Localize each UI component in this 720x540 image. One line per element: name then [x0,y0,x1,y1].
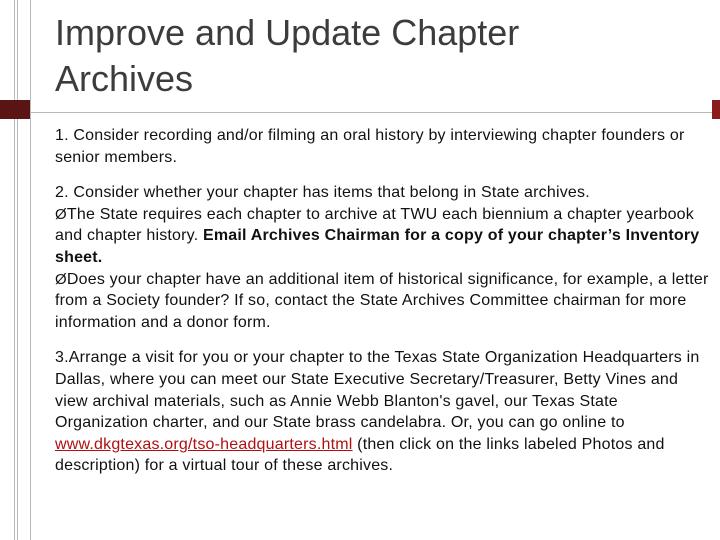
decor-vertical-line-3 [30,0,31,540]
accent-bar-left [0,100,30,119]
decor-horizontal-line [14,112,720,113]
decor-vertical-line-1 [14,0,15,540]
bullet-1-bold-text: Email Archives Chairman for a copy of your chapter’s Inventory sheet. [55,227,700,266]
slide-title-line2: Archives [55,58,194,99]
slide-title-line1: Improve and Update Chapter [55,12,520,53]
slide-title [55,10,695,102]
bullet-2 [55,269,715,334]
decor-vertical-line-2 [17,0,18,540]
item-3-text: 3.Arrange a visit for you or your chapter to the Texas State Organization Headquarters in Dallas, where you can meet our State Executive Secretary/Treasurer, Betty Vines and view archival materials, such as Annie Webb Blanton's gavel, our Texas State Organization charter, and our State brass candelabra. Or, you can go online to [55,349,700,432]
arrow-bullet-icon: Ø [55,270,67,288]
arrow-bullet-icon: Ø [55,205,67,223]
accent-bar-right [712,100,720,119]
item-3-text-end: (then click on the links labeled Photos and description) for a virtual tour of these archives. [55,435,665,475]
item-3 [55,347,715,477]
item-1: 1. Consider recording and/or filming an oral history by interviewing chapter founders or senior members. [55,127,685,166]
bullet-1-text: The State requires each chapter to archive at TWU each biennium a chapter yearbook and chapter history. [55,205,694,245]
slide-body [55,125,715,477]
bullet-1 [55,204,715,269]
bullet-2-text: Does your chapter have an additional item of historical significance, for example, a letter from a Society founder? If so, contact the State Archives Committee chairman for more information and a donor form. [55,270,709,331]
item-2: 2. Consider whether your chapter has items that belong in State archives. [55,184,590,202]
headquarters-link[interactable]: www.dkgtexas.org/tso-headquarters.html [55,435,353,453]
